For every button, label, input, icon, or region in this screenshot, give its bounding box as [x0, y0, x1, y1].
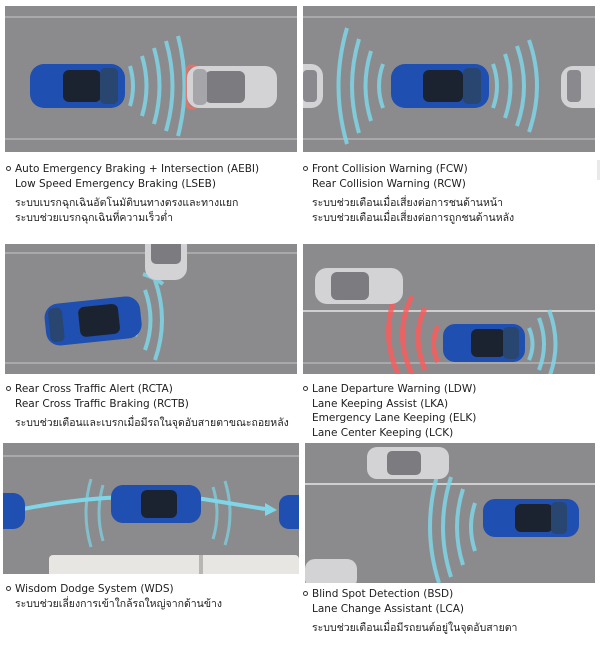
rcta-illustration [5, 244, 297, 374]
feature-description: ระบบเบรกฉุกเฉินอัตโนมัติบนทางตรงและทางแยก [15, 197, 239, 209]
bullet-icon [6, 386, 11, 391]
feature-description: ระบบช่วยเตือนเมื่อเสี่ยงต่อการชนด้านหน้า [312, 197, 503, 209]
feature-description: ระบบช่วยเตือนเมื่อมีรถยนต์อยู่ในจุดอับสายตา [312, 622, 518, 634]
ego-car [483, 499, 579, 537]
ego-car [391, 64, 489, 108]
left-car [3, 493, 25, 529]
other-car [315, 268, 403, 304]
rear-other-car [303, 64, 323, 108]
other-car-bottom [305, 559, 357, 583]
feature-heading: Lane Center Keeping (LCK) [312, 426, 454, 439]
bullet-icon [6, 166, 11, 171]
feature-description: ระบบช่วยเตือนและเบรกเมื่อมีรถในจุดอับสายตาขณะถอยหลัง [15, 417, 289, 429]
bullet-icon [303, 591, 308, 596]
feature-description: ระบบช่วยเลี่ยงการเข้าใกล้รถใหญ่จากด้านข้าง [15, 597, 223, 610]
bullet-icon [6, 586, 11, 591]
feature-heading: Lane Change Assistant (LCA) [312, 602, 465, 615]
feature-caption-ldw [303, 382, 595, 440]
crossing-car [145, 244, 187, 280]
truck [49, 555, 299, 574]
feature-heading: Wisdom Dodge System (WDS) [15, 583, 174, 595]
feature-heading: Lane Departure Warning (LDW) [312, 383, 477, 395]
feature-heading: Rear Cross Traffic Alert (RCTA) [15, 383, 173, 395]
front-other-car [561, 66, 595, 108]
feature-heading: Low Speed Emergency Braking (LSEB) [15, 177, 216, 190]
bsd-illustration [305, 443, 595, 583]
feature-heading: Emergency Lane Keeping (ELK) [312, 412, 477, 424]
feature-heading: Rear Collision Warning (RCW) [312, 177, 466, 190]
feature-caption-aebi [6, 162, 298, 225]
ego-car [30, 64, 125, 108]
ldw-illustration [303, 244, 595, 374]
other-car-top [367, 447, 449, 479]
wds-illustration [3, 443, 299, 574]
fcw-rcw-illustration [303, 6, 595, 152]
feature-caption-fcw [303, 162, 595, 225]
other-car [187, 66, 277, 108]
bullet-icon [303, 166, 308, 171]
feature-caption-bsd [303, 587, 595, 636]
feature-description: ระบบช่วยเตือนเมื่อเสี่ยงต่อการถูกชนด้านหลัง [312, 211, 515, 224]
feature-heading: Lane Keeping Assist (LKA) [312, 397, 449, 410]
feature-description: ระบบช่วยเบรกฉุกเฉินที่ความเร็วต่ำ [15, 211, 173, 224]
feature-caption-wds [6, 582, 298, 611]
feature-heading: Rear Cross Traffic Braking (RCTB) [15, 397, 189, 410]
aebi-illustration [5, 6, 297, 152]
ego-car [111, 485, 201, 523]
ego-car [443, 324, 525, 362]
bullet-icon [303, 386, 308, 391]
feature-heading: Auto Emergency Braking + Intersection (AEBI) [15, 163, 260, 175]
feature-heading: Front Collision Warning (FCW) [312, 163, 468, 175]
feature-heading: Blind Spot Detection (BSD) [312, 588, 454, 600]
feature-caption-rcta [6, 382, 298, 431]
right-car [279, 495, 299, 529]
